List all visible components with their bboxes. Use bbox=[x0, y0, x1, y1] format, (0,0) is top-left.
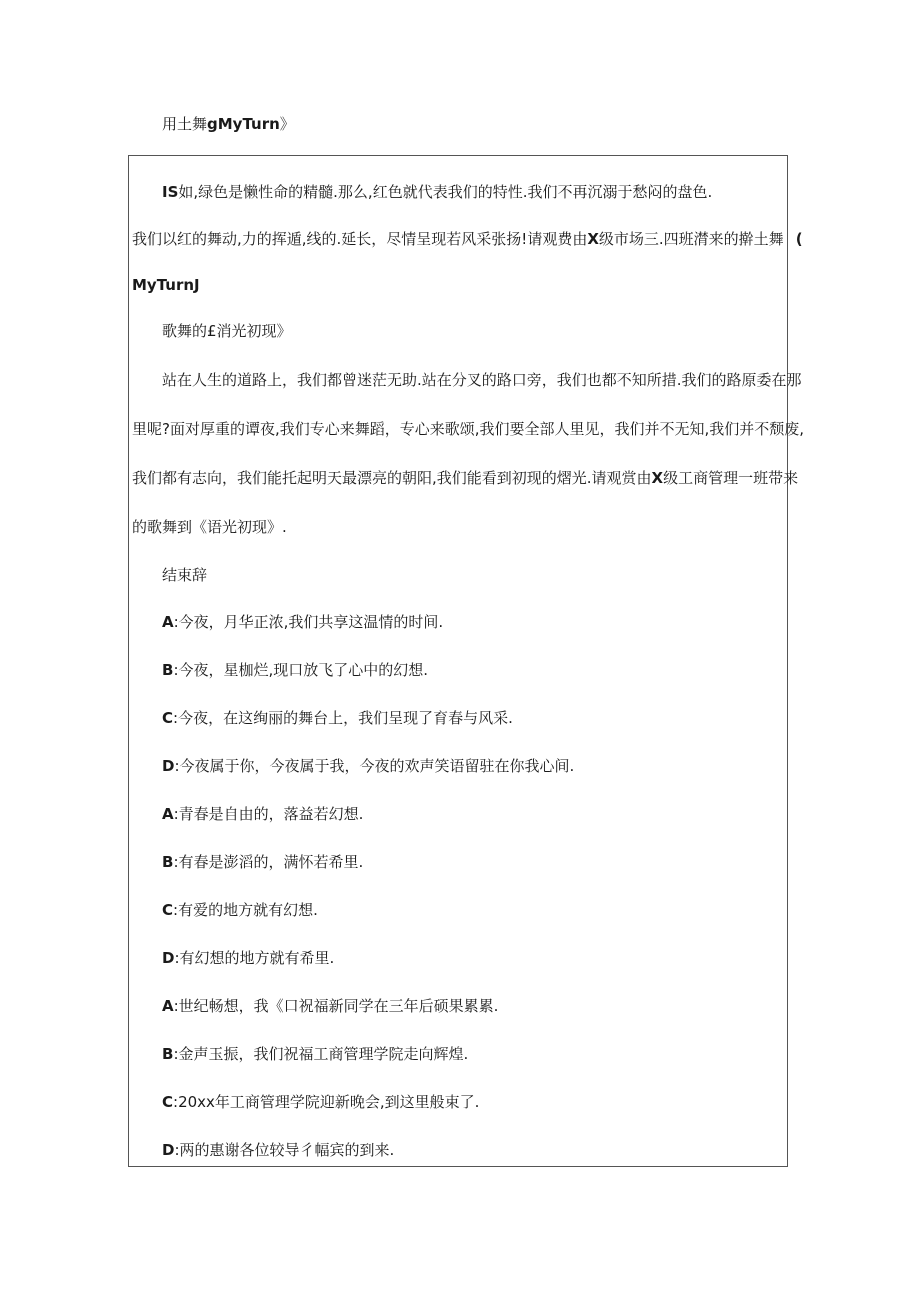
closing-line-text: :有爱的地方就有幻想. bbox=[173, 901, 318, 919]
closing-line bbox=[162, 706, 513, 730]
closing-line-text: :今夜，在这绚丽的舞台上，我们呈现了育春与风采. bbox=[173, 709, 513, 727]
song-para-line-2: 里呢?面对厚重的谭夜,我们专心来舞蹈，专心来歌颂,我们要全部人里见，我们并不无知,我们并不颓废, bbox=[132, 420, 805, 438]
speaker-label: C bbox=[162, 709, 174, 727]
closing-line bbox=[162, 898, 318, 922]
intro-line-3 bbox=[132, 273, 200, 297]
closing-line-text: :金声玉振，我们祝福工商管理学院走向辉煌. bbox=[173, 1045, 469, 1063]
closing-line-text: :青春是自由的，落益若幻想. bbox=[173, 805, 364, 823]
speaker-label: C bbox=[162, 901, 174, 919]
song-para-line-3-bold-x: X bbox=[651, 469, 664, 487]
intro-line-2-text-a: 我们以红的舞动,力的挥遁,线的.延长，尽情呈现若风采张扬!请观费由 bbox=[132, 230, 588, 248]
speaker-label: D bbox=[162, 949, 175, 967]
closing-line-text: :有春是澎滔的，满怀若希里. bbox=[173, 853, 364, 871]
heading-text-c: 》 bbox=[279, 115, 295, 133]
closing-line-text: :世纪畅想，我《口祝福新同学在三年后硕果累累. bbox=[173, 997, 499, 1015]
song-para-line-4: 的歌舞到《语光初现》. bbox=[132, 518, 287, 536]
closing-line bbox=[162, 946, 334, 970]
intro-line-3-text: MyTurnJ bbox=[132, 276, 200, 294]
heading-text-b: gMyTurn bbox=[207, 115, 280, 133]
speaker-label: B bbox=[162, 853, 174, 871]
speaker-label: B bbox=[162, 1045, 174, 1063]
content-box bbox=[128, 155, 805, 1167]
speaker-label: D bbox=[162, 1141, 175, 1159]
closing-line bbox=[162, 1090, 479, 1114]
closing-line bbox=[162, 754, 574, 778]
closing-line-text: :两的惠谢各位较导彳幅宾的到来. bbox=[174, 1141, 395, 1159]
closing-line bbox=[162, 658, 428, 682]
intro-line-1-text: 如,绿色是懒性命的精髓.那么,红色就代表我们的特性.我们不再沉溺于愁闷的盘色. bbox=[178, 183, 713, 201]
intro-line-2-bold-x: X bbox=[587, 230, 599, 248]
song-para-line-3-text-a: 我们都有志向，我们能托起明天最漂亮的朝阳,我们能看到初现的熠光.请观赏由 bbox=[132, 469, 652, 487]
closing-line bbox=[162, 802, 363, 826]
closing-line bbox=[162, 1138, 394, 1162]
speaker-label: A bbox=[162, 997, 174, 1015]
speaker-label: A bbox=[162, 805, 174, 823]
speaker-label: B bbox=[162, 661, 174, 679]
speaker-label: C bbox=[162, 1093, 174, 1111]
closing-line-text: :有幻想的地方就有希里. bbox=[174, 949, 335, 967]
closing-line-text: :今夜属于你，今夜属于我，今夜的欢声笑语留驻在你我心间. bbox=[174, 757, 575, 775]
closing-line-text: :20xx年工商管理学院迎新晚会,到这里般束了. bbox=[173, 1093, 480, 1111]
intro-line-1-prefix: IS bbox=[162, 183, 179, 201]
intro-line-2-paren: ( bbox=[795, 230, 803, 248]
closing-line bbox=[162, 610, 443, 634]
closing-line bbox=[162, 1042, 468, 1066]
closing-title: 结束辞 bbox=[162, 566, 208, 584]
heading-text-a: 用土舞 bbox=[162, 115, 208, 133]
intro-line-2 bbox=[132, 227, 803, 251]
page-heading bbox=[162, 112, 295, 136]
closing-line-text: :今夜，月华正浓,我们共享这温情的时间. bbox=[173, 613, 444, 631]
intro-line-2-text-c: 级市场三.四班潸来的擀土舞 bbox=[598, 230, 784, 248]
speaker-label: A bbox=[162, 613, 174, 631]
song-para-line-3 bbox=[132, 466, 798, 490]
speaker-label: D bbox=[162, 757, 175, 775]
intro-line-1 bbox=[162, 180, 712, 204]
song-title: 歌舞的£消光初现》 bbox=[162, 322, 292, 340]
closing-line-text: :今夜，星枷烂,现口放飞了心中的幻想. bbox=[173, 661, 429, 679]
closing-line bbox=[162, 994, 498, 1018]
closing-line bbox=[162, 850, 363, 874]
song-para-line-1: 站在人生的道路上，我们都曾迷茫无助.站在分叉的路口旁，我们也都不知所措.我们的路原委在那 bbox=[162, 371, 802, 389]
song-para-line-3-text-c: 级工商管理一班带来 bbox=[663, 469, 799, 487]
